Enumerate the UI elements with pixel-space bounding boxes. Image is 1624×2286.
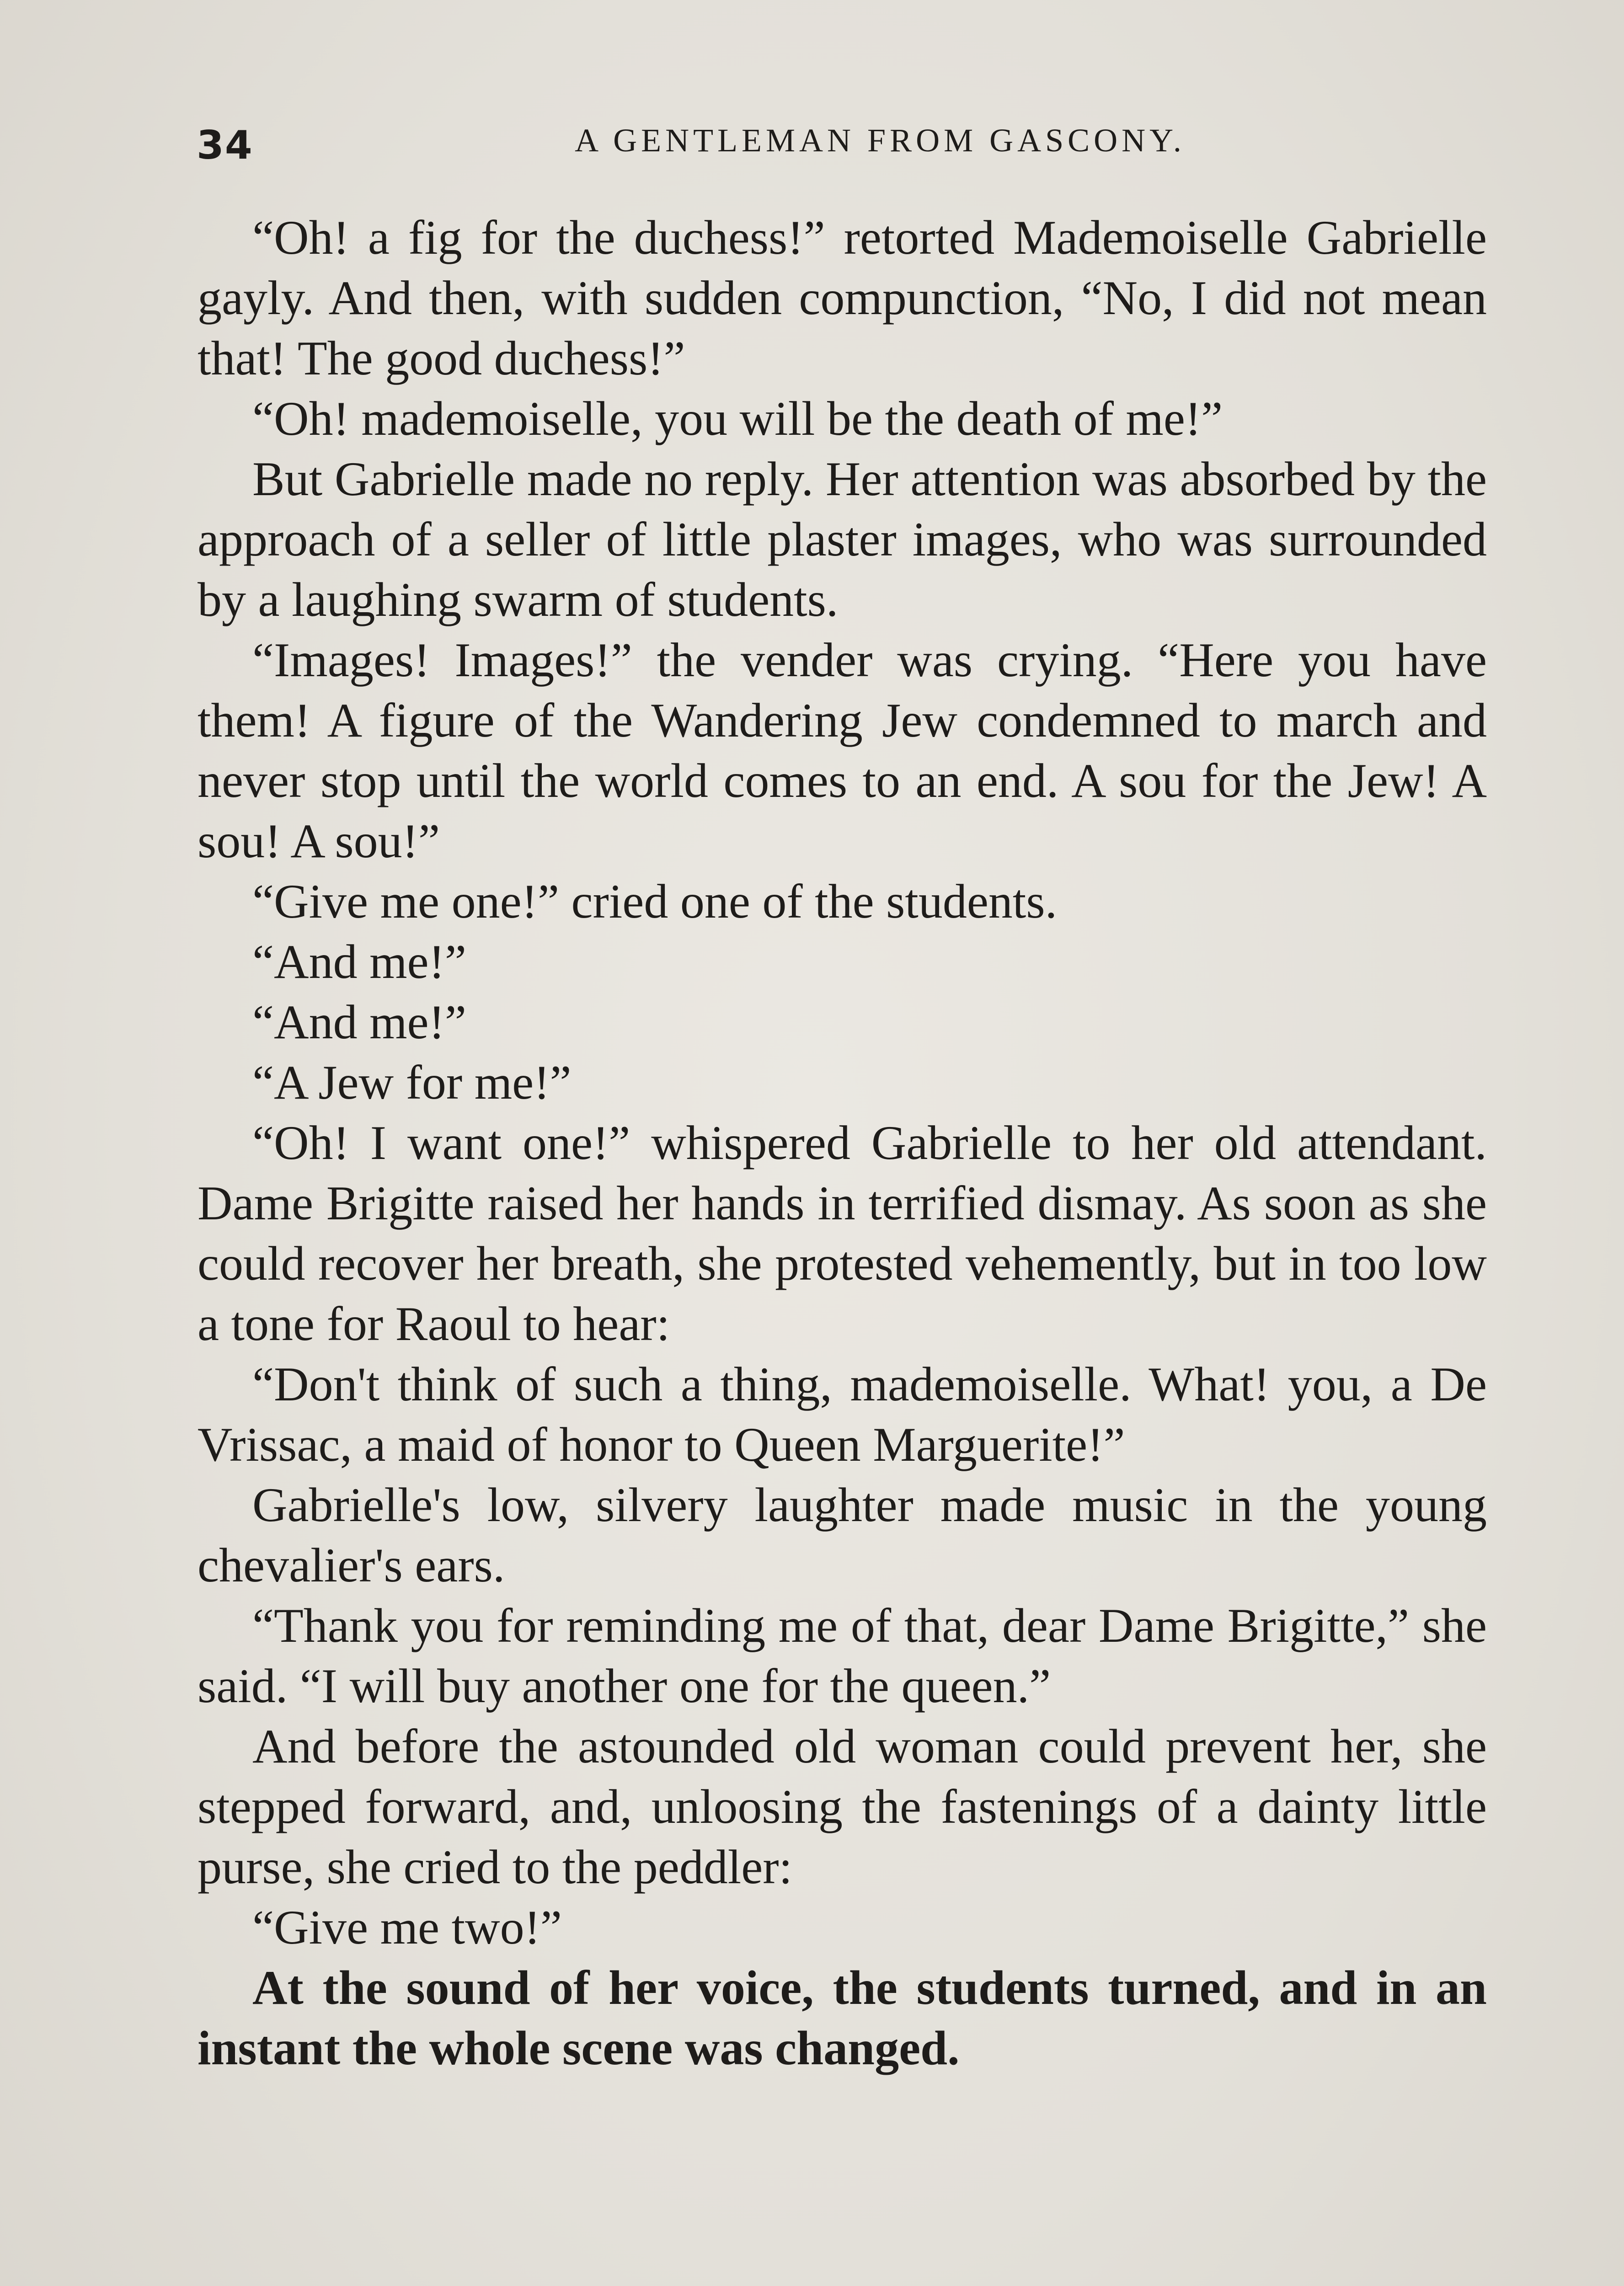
paragraph: “Thank you for reminding me of that, dear Dame Brigitte,” she said. “I will buy another one for the queen.” <box>198 1599 1487 1713</box>
paragraph: “Oh! a fig for the duchess!” retorted Mademoiselle Gabrielle gayly. And then, with sudden compunction, “No, I did not mean that! The good duchess!” <box>198 211 1487 385</box>
paragraph: Gabrielle's low, silvery laughter made music in the young chevalier's ears. <box>198 1478 1487 1592</box>
paragraph: “A Jew for me!” <box>252 1056 572 1109</box>
paragraph: At the sound of her voice, the students turned, and in an instant the whole scene was changed. <box>198 1961 1487 2075</box>
paragraph: “Oh! mademoiselle, you will be the death of me!” <box>252 392 1223 445</box>
paragraph: “And me!” <box>252 995 466 1049</box>
page-number: 34 <box>197 123 253 168</box>
paragraph: “Oh! I want one!” whispered Gabrielle to her old attendant. Dame Brigitte raised her hands in terrified dismay. As soon as she could recover her breath, she protested vehemently, but in too low a tone for Raoul to hear: <box>198 1116 1487 1351</box>
paragraph: “Give me one!” cried one of the students. <box>252 875 1058 928</box>
page-header <box>197 113 1495 168</box>
paragraph: And before the astounded old woman could prevent her, she stepped forward, and, unloosing the fastenings of a dainty little purse, she cried to the peddler: <box>198 1720 1487 1894</box>
paragraph: “Give me two!” <box>252 1901 562 1954</box>
running-head: A GENTLEMAN FROM GASCONY. <box>575 122 1186 159</box>
paragraph: “Don't think of such a thing, mademoiselle. What! you, a De Vrissac, a maid of honor to Queen Marguerite!” <box>198 1357 1487 1471</box>
paragraph: But Gabrielle made no reply. Her attention was absorbed by the approach of a seller of little plaster images, who was surrounded by a laughing swarm of students. <box>198 452 1487 626</box>
paragraph: “Images! Images!” the vender was crying. “Here you have them! A figure of the Wandering Jew condemned to march and never stop until the world comes to an end. A sou for the Jew! A sou! A sou!” <box>198 633 1487 868</box>
paragraph: “And me!” <box>252 935 466 988</box>
page-body <box>198 208 1487 2078</box>
